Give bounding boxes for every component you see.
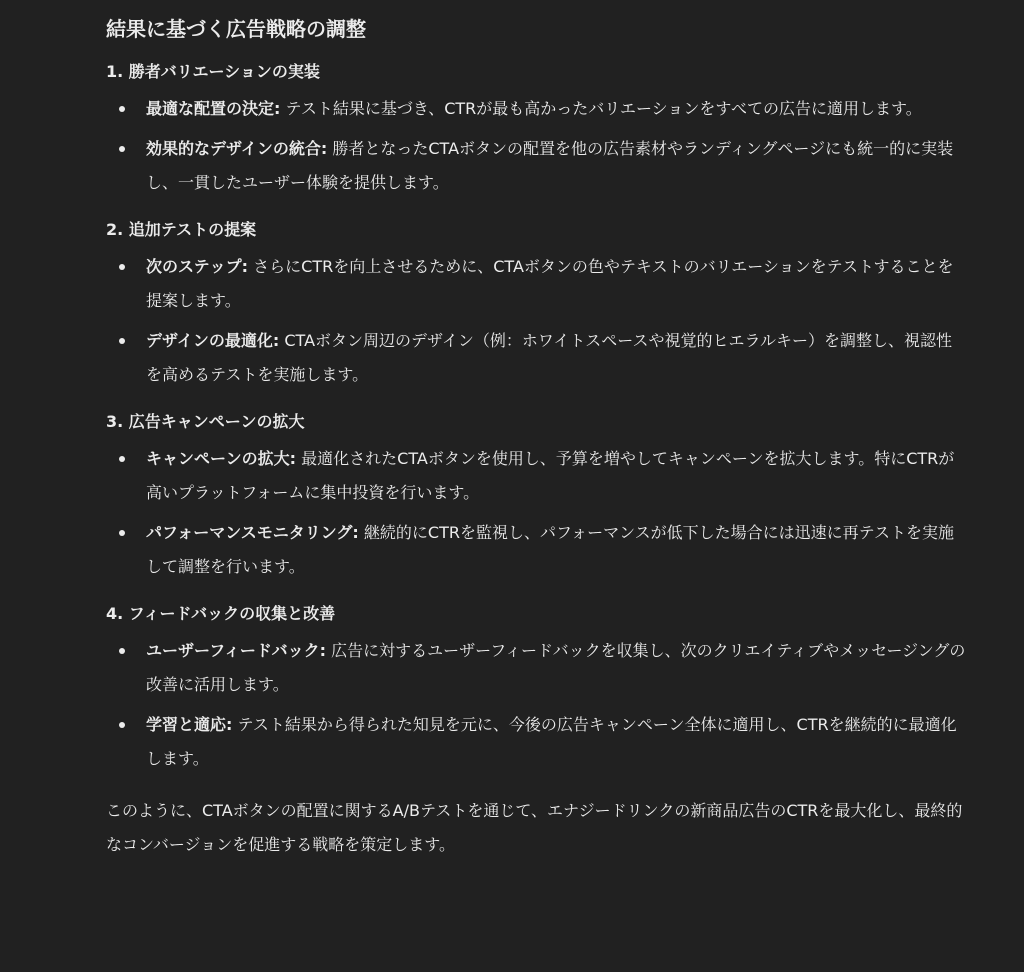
bullet-icon (119, 264, 125, 270)
list-item (106, 324, 966, 392)
conclusion-paragraph: このように、CTAボタンの配置に関するA/Bテストを通じて、エナジードリンクの新商品広告のCTRを最大化し、最終的なコンバージョンを促進する戦略を策定します。 (106, 801, 963, 854)
section-implement-winner (106, 60, 966, 200)
item-text: CTAボタン周辺のデザイン（例：ホワイトスペースや視覚的ヒエラルキー）を調整し、視認性を高めるテストを実施します。 (146, 331, 952, 384)
section-campaign-expansion (106, 410, 966, 584)
section-heading: 2. 追加テストの提案 (106, 220, 257, 239)
item-text: 継続的にCTRを監視し、パフォーマンスが低下した場合には迅速に再テストを実施して調整を行います。 (146, 523, 955, 576)
item-text: さらにCTRを向上させるために、CTAボタンの色やテキストのバリエーションをテストすることを提案します。 (146, 257, 954, 310)
bullet-icon (119, 648, 125, 654)
list-item (106, 92, 966, 126)
item-label: ユーザーフィードバック: (146, 641, 326, 660)
item-label: パフォーマンスモニタリング: (146, 523, 359, 542)
list-item (106, 634, 966, 702)
bullet-list (106, 634, 966, 776)
section-heading: 4. フィードバックの収集と改善 (106, 604, 336, 623)
section-feedback (106, 602, 966, 776)
section-additional-tests (106, 218, 966, 392)
bullet-icon (119, 722, 125, 728)
list-item (106, 442, 966, 510)
bullet-icon (119, 146, 125, 152)
list-item (106, 516, 966, 584)
item-label: 効果的なデザインの統合: (146, 139, 328, 158)
item-text: 最適化されたCTAボタンを使用し、予算を増やしてキャンペーンを拡大します。特にCTRが高いプラットフォームに集中投資を行います。 (146, 449, 955, 502)
item-label: 最適な配置の決定: (146, 99, 281, 118)
list-item (106, 250, 966, 318)
item-text: 勝者となったCTAボタンの配置を他の広告素材やランディングページにも統一的に実装し、一貫したユーザー体験を提供します。 (146, 139, 954, 192)
bullet-icon (119, 456, 125, 462)
document-title: 結果に基づく広告戦略の調整 (106, 17, 366, 41)
bullet-list (106, 250, 966, 392)
item-label: キャンペーンの拡大: (146, 449, 297, 468)
item-text: テスト結果に基づき、CTRが最も高かったバリエーションをすべての広告に適用します。 (280, 99, 922, 118)
item-label: 学習と適応: (146, 715, 233, 734)
message-content (106, 14, 966, 878)
section-heading: 3. 広告キャンペーンの拡大 (106, 412, 305, 431)
item-text: テスト結果から得られた知見を元に、今後の広告キャンペーン全体に適用し、CTRを継続的に最適化します。 (146, 715, 957, 768)
item-label: 次のステップ: (146, 257, 249, 276)
item-text: 広告に対するユーザーフィードバックを収集し、次のクリエイティブやメッセージングの改善に活用します。 (146, 641, 966, 694)
bullet-icon (119, 338, 125, 344)
item-label: デザインの最適化: (146, 331, 280, 350)
bullet-list (106, 442, 966, 584)
bullet-icon (119, 530, 125, 536)
list-item (106, 132, 966, 200)
section-heading: 1. 勝者バリエーションの実装 (106, 62, 320, 81)
list-item (106, 708, 966, 776)
bullet-list (106, 92, 966, 200)
bullet-icon (119, 106, 125, 112)
